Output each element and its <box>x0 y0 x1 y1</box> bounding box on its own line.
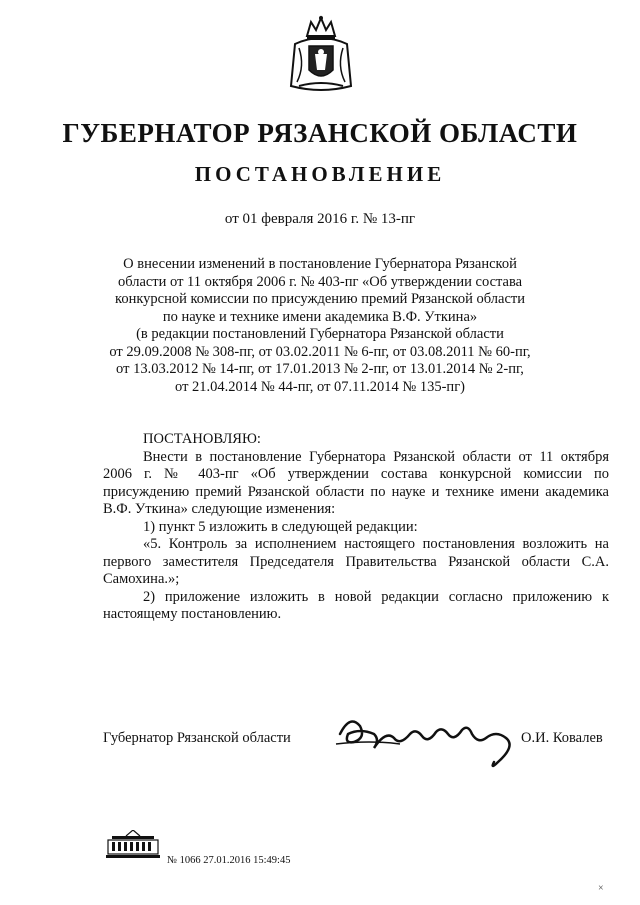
signatory-role: Губернатор Рязанской области <box>103 730 291 746</box>
handwritten-signature <box>330 704 530 774</box>
decree-word: ПОСТАНОВЛЯЮ: <box>143 431 261 447</box>
subject-line: от 29.09.2008 № 308-пг, от 03.02.2011 № 6-пг, от 03.08.2011 № 60-пг, <box>109 343 531 360</box>
corner-mark: × <box>598 883 604 894</box>
subject-line: (в редакции постановлений Губернатора Рязанской области <box>136 326 504 342</box>
building-stamp-icon <box>104 830 162 860</box>
signatory-name: О.И. Ковалев <box>521 730 603 746</box>
item-1-quote: «5. Контроль за исполнением настоящего постановления возложить на первого заместителя Председателя Правительства Рязанской области С.А. Самохина.»; <box>103 536 609 587</box>
item-1: 1) пункт 5 изложить в следующей редакции: <box>143 518 418 535</box>
subject-line: области от 11 октября 2006 г. № 403-пг «Об утверждении состава <box>117 273 523 290</box>
subject-line: от 21.04.2014 № 44-пг, от 07.11.2014 № 135-пг) <box>175 378 465 395</box>
document-type: ПОСТАНОВЛЕНИЕ <box>194 162 446 186</box>
paragraph-main: Внести в постановление Губернатора Рязанской области от 11 октября 2006 г. № 403-пг «Об утверждении состава конкурсной комиссии по присуждению премий Рязанской области по науке и технике имени академика В.Ф. Уткина» следующие изменения: <box>103 448 609 517</box>
subject-line: О внесении изменений в постановление Губернатора Рязанской <box>123 256 517 272</box>
coat-of-arms-emblem <box>285 14 357 94</box>
document-subject <box>95 256 545 396</box>
subject-line: от 13.03.2012 № 14-пг, от 17.01.2013 № 2-пг, от 13.01.2014 № 2-пг, <box>116 361 524 377</box>
registration-number: № 1066 27.01.2016 15:49:45 <box>167 855 291 866</box>
document-date-number: от 01 февраля 2016 г. № 13-пг <box>224 211 416 227</box>
subject-line: конкурсной комиссии по присуждению премий Рязанской области <box>115 291 525 307</box>
document-body <box>103 431 609 624</box>
item-2: 2) приложение изложить в новой редакции согласно приложению к настоящему постановлению. <box>103 588 609 622</box>
issuer-title: ГУБЕРНАТОР РЯЗАНСКОЙ ОБЛАСТИ <box>62 118 578 148</box>
subject-line: по науке и технике имени академика В.Ф. Уткина» <box>162 308 478 325</box>
